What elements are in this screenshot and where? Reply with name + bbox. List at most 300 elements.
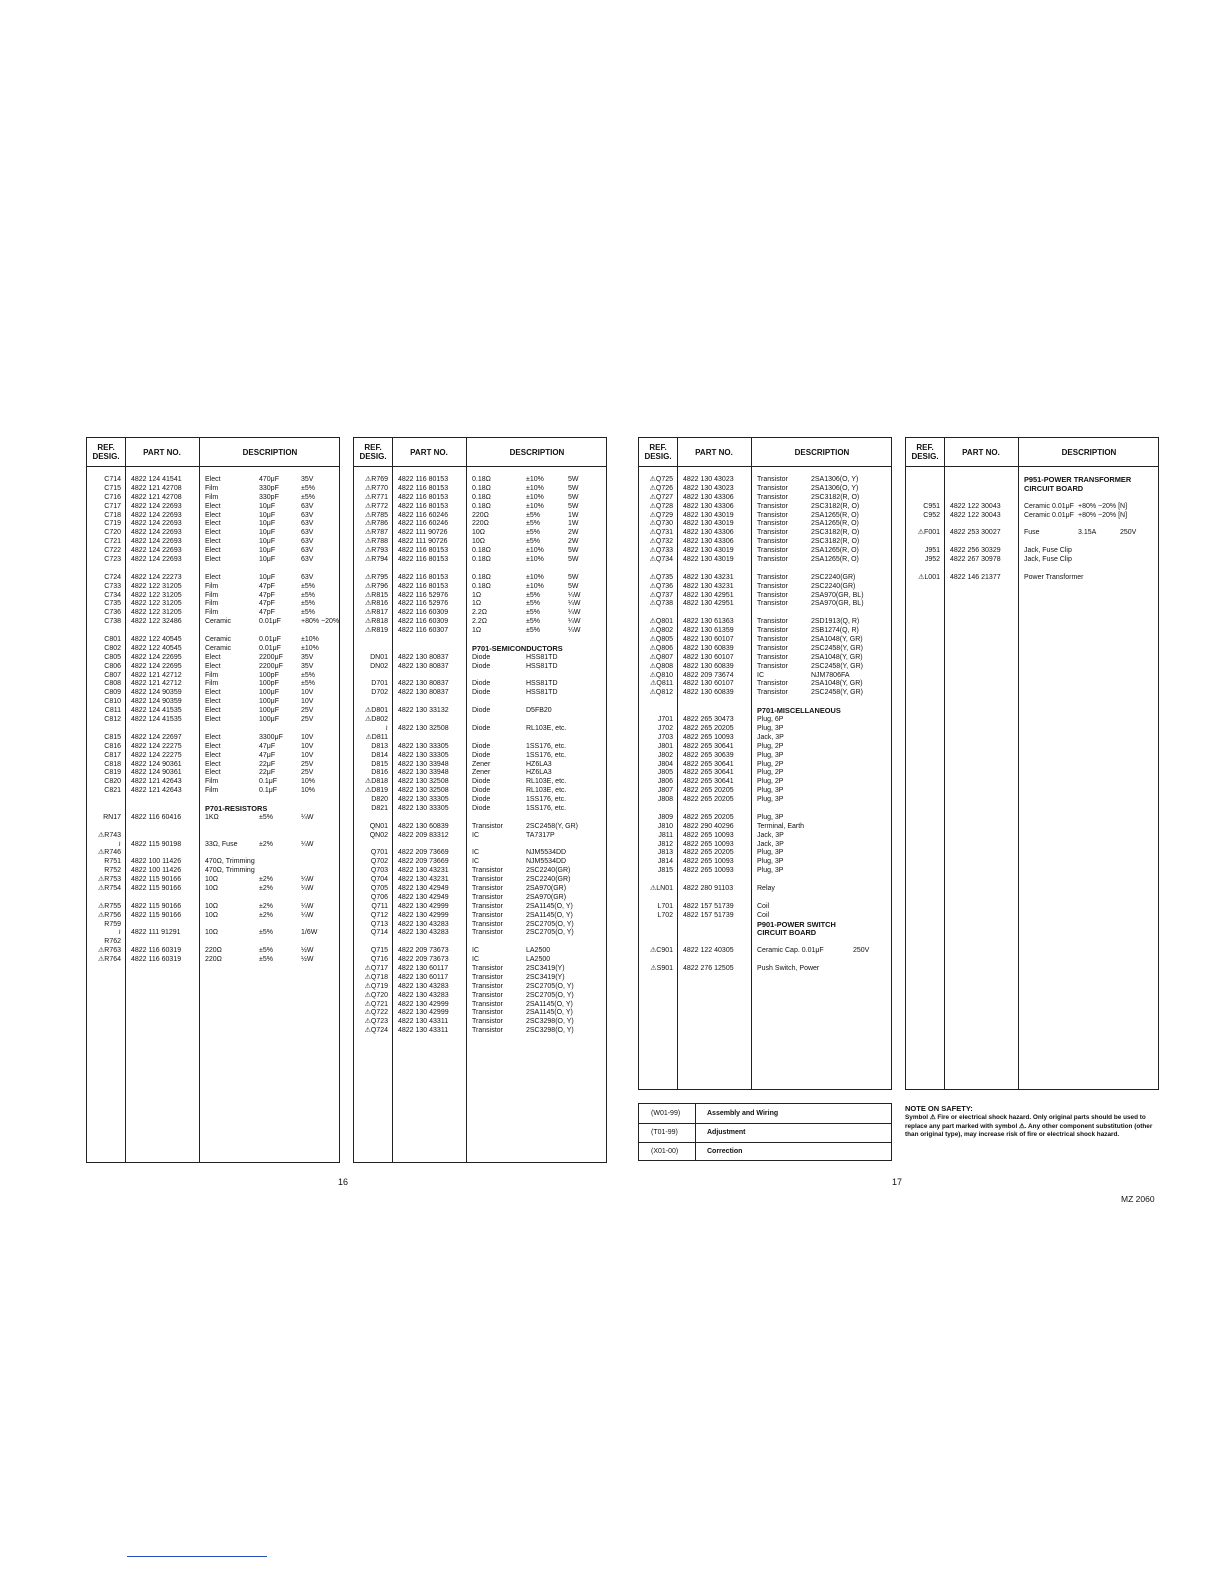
desc-header: DESCRIPTION: [794, 447, 850, 457]
desc-value: 2SA1306(O, Y): [811, 484, 859, 492]
desc-type: 220Ω: [205, 956, 222, 964]
desc-value: 10μF: [259, 573, 276, 581]
part-number: 4822 124 22693: [131, 502, 182, 510]
desc-spec: 5W: [568, 493, 579, 501]
desc-value: 1SS176, etc.: [526, 804, 567, 812]
ref-desig: ⚠Q737: [649, 591, 673, 599]
table-row: [354, 565, 608, 574]
table-row: [87, 841, 341, 850]
desc-value: 22μF: [259, 760, 276, 768]
ref-desig: ⚠Q724: [364, 1027, 388, 1035]
table-row: [639, 503, 893, 512]
part-number: 4822 116 52976: [398, 591, 449, 599]
ref-desig: ⚠Q807: [649, 653, 673, 661]
part-number: 4822 130 43283: [398, 991, 449, 999]
part-number: 4822 130 32508: [398, 724, 449, 732]
desc-value: ±10%: [526, 493, 544, 501]
part-number: 4822 124 22693: [131, 511, 182, 519]
part-number: 4822 130 32508: [398, 787, 449, 795]
table-row: [639, 796, 893, 805]
table-row: [639, 574, 893, 583]
table-row: [354, 663, 608, 672]
part-number: 4822 124 22693: [131, 556, 182, 564]
part-number: 4822 130 33305: [398, 804, 449, 812]
desc-spec: 35V: [301, 476, 314, 483]
ref-desig: ⚠Q726: [649, 484, 673, 492]
desc-value: ±2%: [259, 902, 273, 910]
ref-desig: Q703: [370, 867, 388, 875]
desc-type: Elect: [205, 476, 221, 483]
part-number: 4822 115 90166: [131, 911, 182, 919]
ref-desig: C723: [104, 556, 121, 564]
desc-type: Elect: [205, 502, 221, 510]
table-row: [354, 689, 608, 698]
table-row: [639, 761, 893, 770]
ref-desig: ⚠Q719: [364, 982, 388, 990]
ref-desig: RN17: [103, 813, 121, 821]
table-row: [639, 867, 893, 876]
desc-type: Transistor: [757, 547, 788, 555]
table-row: [354, 814, 608, 823]
ref-desig: ⚠L001: [918, 573, 940, 581]
safety-note-text: Symbol ⚠ Fire or electrical shock hazard. Only original parts should be used to replace any part marked with symbol ⚠. Any other component substitution (other than original type), may increase risk of fire or electrical shock hazard.: [905, 1114, 1153, 1138]
part-number: 4822 265 30641: [683, 742, 734, 750]
table-body: [639, 476, 893, 974]
table-row: [87, 627, 341, 636]
ref-desig: Q714: [370, 929, 388, 937]
part-number: 4822 116 60309: [398, 609, 449, 617]
table-row: [354, 512, 608, 521]
table-row: [354, 885, 608, 894]
ref-desig: ⚠R818: [364, 618, 388, 626]
desc-type: 1Ω: [472, 600, 482, 608]
table-row: [354, 743, 608, 752]
part-number: 4822 130 42949: [398, 884, 449, 892]
part-number: 4822 130 33305: [398, 796, 449, 804]
part-number: 4822 124 90361: [131, 760, 182, 768]
desc-type: Transistor: [472, 1009, 503, 1017]
table-row: [87, 734, 341, 743]
part-number: 4822 130 33948: [398, 760, 449, 768]
desc-type: Transistor: [757, 680, 788, 688]
desc-type: Elect: [205, 520, 221, 528]
ref-desig: D702: [371, 689, 388, 697]
desc-value: 2SC2240(GR): [526, 867, 571, 875]
desc-type: 220Ω: [205, 947, 222, 955]
ref-desig: ⚠R756: [97, 911, 121, 919]
page-number-left: 16: [338, 1177, 349, 1187]
section-heading: [906, 485, 1160, 494]
desc-spec: ¼W: [568, 600, 581, 608]
part-number: 4822 265 30641: [683, 778, 734, 786]
desc-type: Transistor: [472, 867, 503, 875]
table-row: [87, 956, 341, 965]
table-row: [639, 485, 893, 494]
table-row: [639, 654, 893, 663]
table-row: [639, 841, 893, 850]
table-row: [906, 520, 1160, 529]
section-title: P951-POWER TRANSFORMER: [1024, 475, 1132, 484]
desc-value: 0.01μF: [259, 644, 281, 652]
desc-type: Ceramic: [205, 644, 232, 652]
desc-type: Transistor: [757, 627, 788, 635]
table-row: [639, 583, 893, 592]
part-number: 4822 116 52976: [398, 600, 449, 608]
part-number: 4822 130 43023: [683, 476, 734, 483]
part-number: 4822 116 60246: [398, 520, 449, 528]
ref-desig: R762: [104, 938, 121, 946]
desc-type: 0.18Ω: [472, 556, 491, 564]
desc-value: 47pF: [259, 591, 275, 599]
table-row: [87, 529, 341, 538]
desc-type: Transistor: [472, 1027, 503, 1035]
desc-value: 10μF: [259, 556, 276, 564]
ref-desig: ⚠Q802: [649, 627, 673, 635]
desc-value: 1SS176, etc.: [526, 796, 567, 804]
desc-value: 2SA1048(Y, GR): [811, 636, 863, 644]
table-row: [87, 503, 341, 512]
desc-spec: 63V: [301, 511, 314, 519]
part-number: 4822 130 43231: [683, 573, 734, 581]
desc-type: 0.18Ω: [472, 547, 491, 555]
table-row: [87, 743, 341, 752]
table-row: [87, 512, 341, 521]
desc-type: Plug, 2P: [757, 769, 784, 777]
ref-desig: C802: [104, 644, 121, 652]
desc-value: 2SC3182(R, O): [811, 529, 860, 537]
desc-type: 220Ω: [472, 511, 489, 519]
desc-spec: ¼W: [568, 609, 581, 617]
part-number: 4822 130 43019: [683, 556, 734, 564]
desc-value: ±10%: [526, 582, 544, 590]
table-row: [87, 689, 341, 698]
desc-spec: ¼W: [568, 627, 581, 635]
desc-spec: 63V: [301, 538, 314, 546]
table-body: [87, 476, 341, 965]
desc-spec: 10V: [301, 742, 314, 750]
part-number: 4822 253 30027: [950, 529, 1001, 537]
desc-header: DESCRIPTION: [509, 447, 565, 457]
ref-desig: ⚠R793: [364, 547, 388, 555]
part-number: 4822 130 42951: [683, 600, 734, 608]
part-number: 4822 130 60107: [683, 636, 734, 644]
ref-desig: C736: [104, 609, 121, 617]
desc-type: Diode: [472, 680, 491, 688]
section-heading: [354, 645, 608, 654]
desc-value: 2SA970(GR, BL): [811, 600, 864, 608]
desc-type: Film: [205, 671, 219, 679]
table-row: [354, 698, 608, 707]
ref-desig: QN02: [369, 831, 388, 839]
part-number: 4822 130 43019: [683, 547, 734, 555]
ref-desig: ⚠Q811: [650, 680, 673, 688]
table-row: [906, 556, 1160, 565]
ref-desig: J806: [657, 778, 673, 786]
ref-desig: ⚠Q723: [364, 1018, 388, 1026]
desc-type: 10Ω: [472, 529, 486, 537]
ref-desig: ⚠Q810: [649, 671, 673, 679]
desc-spec: 250V: [853, 947, 870, 955]
desc-spec: 1W: [568, 520, 579, 528]
table-row: [354, 627, 608, 636]
table-row: [87, 565, 341, 574]
desc-spec: +80% −20%: [301, 618, 340, 626]
desc-value: 10μF: [259, 511, 276, 519]
table-row: [87, 663, 341, 672]
desc-type: Transistor: [757, 653, 788, 661]
desc-type: Plug, 3P: [757, 796, 784, 804]
desc-type: Transistor: [757, 476, 788, 483]
desc-spec: 1/6W: [301, 929, 318, 937]
part-number: 4822 115 90166: [131, 884, 182, 892]
desc-spec: ±5%: [301, 680, 315, 688]
ref-desig: J801: [657, 742, 673, 750]
desc-value: 2SA1265(R, O): [811, 547, 859, 555]
ref-desig: ⚠R772: [364, 502, 388, 510]
ref-desig: C733: [104, 582, 121, 590]
part-number: 4822 121 42643: [131, 778, 182, 786]
ref-desig: ⚠R770: [364, 484, 388, 492]
table-row: [354, 725, 608, 734]
desc-type: Film: [205, 600, 219, 608]
desc-type: Elect: [205, 698, 221, 706]
ref-desig: R759: [104, 920, 121, 928]
desc-type: Jack, Fuse Clip: [1024, 547, 1072, 555]
table-row: [354, 520, 608, 529]
part-number: 4822 130 43283: [398, 920, 449, 928]
ref-desig: ⚠R787: [364, 529, 388, 537]
desc-type: 220Ω: [472, 520, 489, 528]
desc-spec: ¼W: [301, 911, 314, 919]
ref-desig: Q701: [370, 849, 388, 857]
desc-type: Jack, 3P: [757, 831, 784, 839]
table-row: [639, 592, 893, 601]
ref-header: REF. DESIG.: [644, 443, 672, 461]
desc-type: 10Ω: [472, 538, 486, 546]
desc-spec: 250V: [1120, 529, 1137, 537]
table-row: [87, 938, 341, 947]
desc-value: 3300μF: [259, 733, 283, 741]
table-row: [87, 645, 341, 654]
table-row: [639, 805, 893, 814]
part-number: 4822 130 33948: [398, 769, 449, 777]
desc-value: 2SC2458(Y, GR): [811, 689, 864, 697]
ref-desig: ⚠LN01: [649, 884, 673, 892]
desc-type: Jack, 3P: [757, 840, 784, 848]
desc-type: Elect: [205, 760, 221, 768]
ref-desig: ⚠D802: [364, 716, 388, 724]
desc-type: IC: [472, 831, 479, 839]
part-number: 4822 122 31205: [131, 600, 182, 608]
ref-desig: C818: [104, 760, 121, 768]
desc-type: Diode: [472, 707, 491, 715]
section-heading: [639, 929, 893, 938]
desc-spec: ½W: [301, 956, 314, 964]
table-row: [354, 556, 608, 565]
part-number: 4822 124 22693: [131, 529, 182, 537]
part-number: 4822 130 80837: [398, 662, 449, 670]
safety-note-title: NOTE ON SAFETY:: [905, 1104, 973, 1113]
desc-type: Transistor: [757, 644, 788, 652]
desc-type: Elect: [205, 547, 221, 555]
ref-header: REF. DESIG.: [92, 443, 120, 461]
table-row: [87, 787, 341, 796]
desc-type: Transistor: [757, 556, 788, 564]
part-number: 4822 124 41535: [131, 707, 182, 715]
desc-type: Plug, 2P: [757, 742, 784, 750]
table-row: [639, 947, 893, 956]
desc-type: Film: [205, 680, 219, 688]
desc-value: 2SC3182(R, O): [811, 538, 860, 546]
desc-type: Transistor: [757, 636, 788, 644]
part-number: 4822 130 43231: [683, 582, 734, 590]
table-row: [87, 814, 341, 823]
ref-desig: C816: [104, 742, 121, 750]
part-number: 4822 265 10093: [683, 858, 734, 866]
desc-value: 2200μF: [259, 662, 283, 670]
table-row: [354, 947, 608, 956]
part-number: 4822 130 43019: [683, 511, 734, 519]
desc-value: 10μF: [259, 547, 276, 555]
part-number: 4822 122 40305: [683, 947, 734, 955]
ref-desig: C738: [104, 618, 121, 626]
desc-type: Diode: [472, 742, 491, 750]
desc-value: 330pF: [259, 484, 279, 492]
ref-desig: ⚠Q735: [649, 573, 673, 581]
table-row: [354, 574, 608, 583]
desc-value: ±2%: [259, 840, 273, 848]
desc-spec: 25V: [301, 769, 314, 777]
table-row: [87, 769, 341, 778]
parts-table-4: [905, 437, 1159, 1090]
desc-type: Elect: [205, 653, 221, 661]
ref-desig: C734: [104, 591, 121, 599]
part-number: 4822 265 20205: [683, 849, 734, 857]
table-row: [354, 832, 608, 841]
desc-spec: 5W: [568, 502, 579, 510]
desc-type: Elect: [205, 538, 221, 546]
ref-desig: D814: [371, 751, 388, 759]
table-row: [87, 520, 341, 529]
table-row: [639, 663, 893, 672]
ref-desig: ⚠R754: [97, 884, 121, 892]
ref-desig: C717: [104, 502, 121, 510]
part-number: 4822 265 20205: [683, 724, 734, 732]
desc-spec: 25V: [301, 716, 314, 724]
desc-type: Terminal, Earth: [757, 822, 805, 830]
table-row: [354, 734, 608, 743]
part-number: 4822 116 60416: [131, 813, 182, 821]
ref-desig: C716: [104, 493, 121, 501]
table-row: [639, 627, 893, 636]
ref-desig: ⚠Q738: [649, 600, 673, 608]
table-row: [354, 805, 608, 814]
ref-desig: ⚠R753: [97, 876, 121, 884]
desc-value: ±5%: [526, 609, 540, 617]
table-row: [87, 867, 341, 876]
desc-value: ±5%: [526, 511, 540, 519]
ref-desig: J951: [924, 547, 940, 555]
table-row: [639, 716, 893, 725]
desc-type: Transistor: [757, 520, 788, 528]
desc-type: Power Transformer: [1024, 573, 1084, 581]
ref-desig: ⚠S901: [650, 964, 673, 972]
desc-type: Transistor: [757, 538, 788, 546]
desc-type: Transistor: [757, 618, 788, 626]
part-number: 4822 121 42712: [131, 671, 182, 679]
table-row: [354, 938, 608, 947]
desc-type: Elect: [205, 573, 221, 581]
part-header: PART NO.: [695, 447, 733, 457]
table-row: [354, 494, 608, 503]
desc-spec: 5W: [568, 582, 579, 590]
ref-desig: D820: [371, 796, 388, 804]
part-number: 4822 122 31205: [131, 582, 182, 590]
ref-desig: DN01: [370, 653, 388, 661]
part-number: 4822 265 20205: [683, 796, 734, 804]
desc-value: HSS81TD: [526, 680, 558, 688]
desc-type: Diode: [472, 751, 491, 759]
desc-type: Plug, 2P: [757, 760, 784, 768]
desc-value: 2SC3419(Y): [526, 964, 565, 972]
desc-type: Fuse: [1024, 529, 1040, 537]
desc-type: Diode: [472, 689, 491, 697]
ref-desig: ⚠Q730: [649, 520, 673, 528]
table-row: [354, 716, 608, 725]
parts-table-2: [353, 437, 607, 1163]
table-row: [354, 876, 608, 885]
table-row: [639, 858, 893, 867]
part-number: 4822 130 42949: [398, 893, 449, 901]
ref-desig: ⚠Q736: [649, 582, 673, 590]
table-row: [354, 894, 608, 903]
desc-type: 10Ω: [205, 911, 219, 919]
table-row: [87, 654, 341, 663]
ref-desig: ⚠Q733: [649, 547, 673, 555]
part-number: 4822 124 22697: [131, 733, 182, 741]
desc-value: HSS81TD: [526, 662, 558, 670]
ref-desig: ⚠Q720: [364, 991, 388, 999]
table-row: [906, 565, 1160, 574]
ref-desig: C714: [104, 476, 121, 483]
table-row: [354, 1009, 608, 1018]
ref-desig: C819: [104, 769, 121, 777]
desc-value: 2SC2458(Y, GR): [811, 662, 864, 670]
table-row: [87, 752, 341, 761]
part-number: 4822 124 90359: [131, 698, 182, 706]
ref-desig: C722: [104, 547, 121, 555]
desc-spec: ±5%: [301, 600, 315, 608]
desc-value: ±5%: [259, 813, 273, 821]
legend-code: (X01-00): [651, 1148, 679, 1155]
desc-value: RL103E, etc.: [526, 787, 567, 795]
part-number: 4822 116 60307: [398, 627, 449, 635]
desc-spec: 5W: [568, 573, 579, 581]
desc-type: Transistor: [472, 902, 503, 910]
ref-desig: C719: [104, 520, 121, 528]
desc-spec: 10V: [301, 733, 314, 741]
part-number: 4822 116 60246: [398, 511, 449, 519]
ref-desig: Q711: [371, 902, 388, 910]
desc-value: 2SA1265(R, O): [811, 520, 859, 528]
part-number: 4822 209 73669: [398, 849, 449, 857]
table-row: [639, 689, 893, 698]
table-row: [354, 752, 608, 761]
table-row: [639, 956, 893, 965]
desc-type: Ceramic: [205, 618, 232, 626]
part-number: 4822 130 61363: [683, 618, 734, 626]
desc-spec: 63V: [301, 573, 314, 581]
